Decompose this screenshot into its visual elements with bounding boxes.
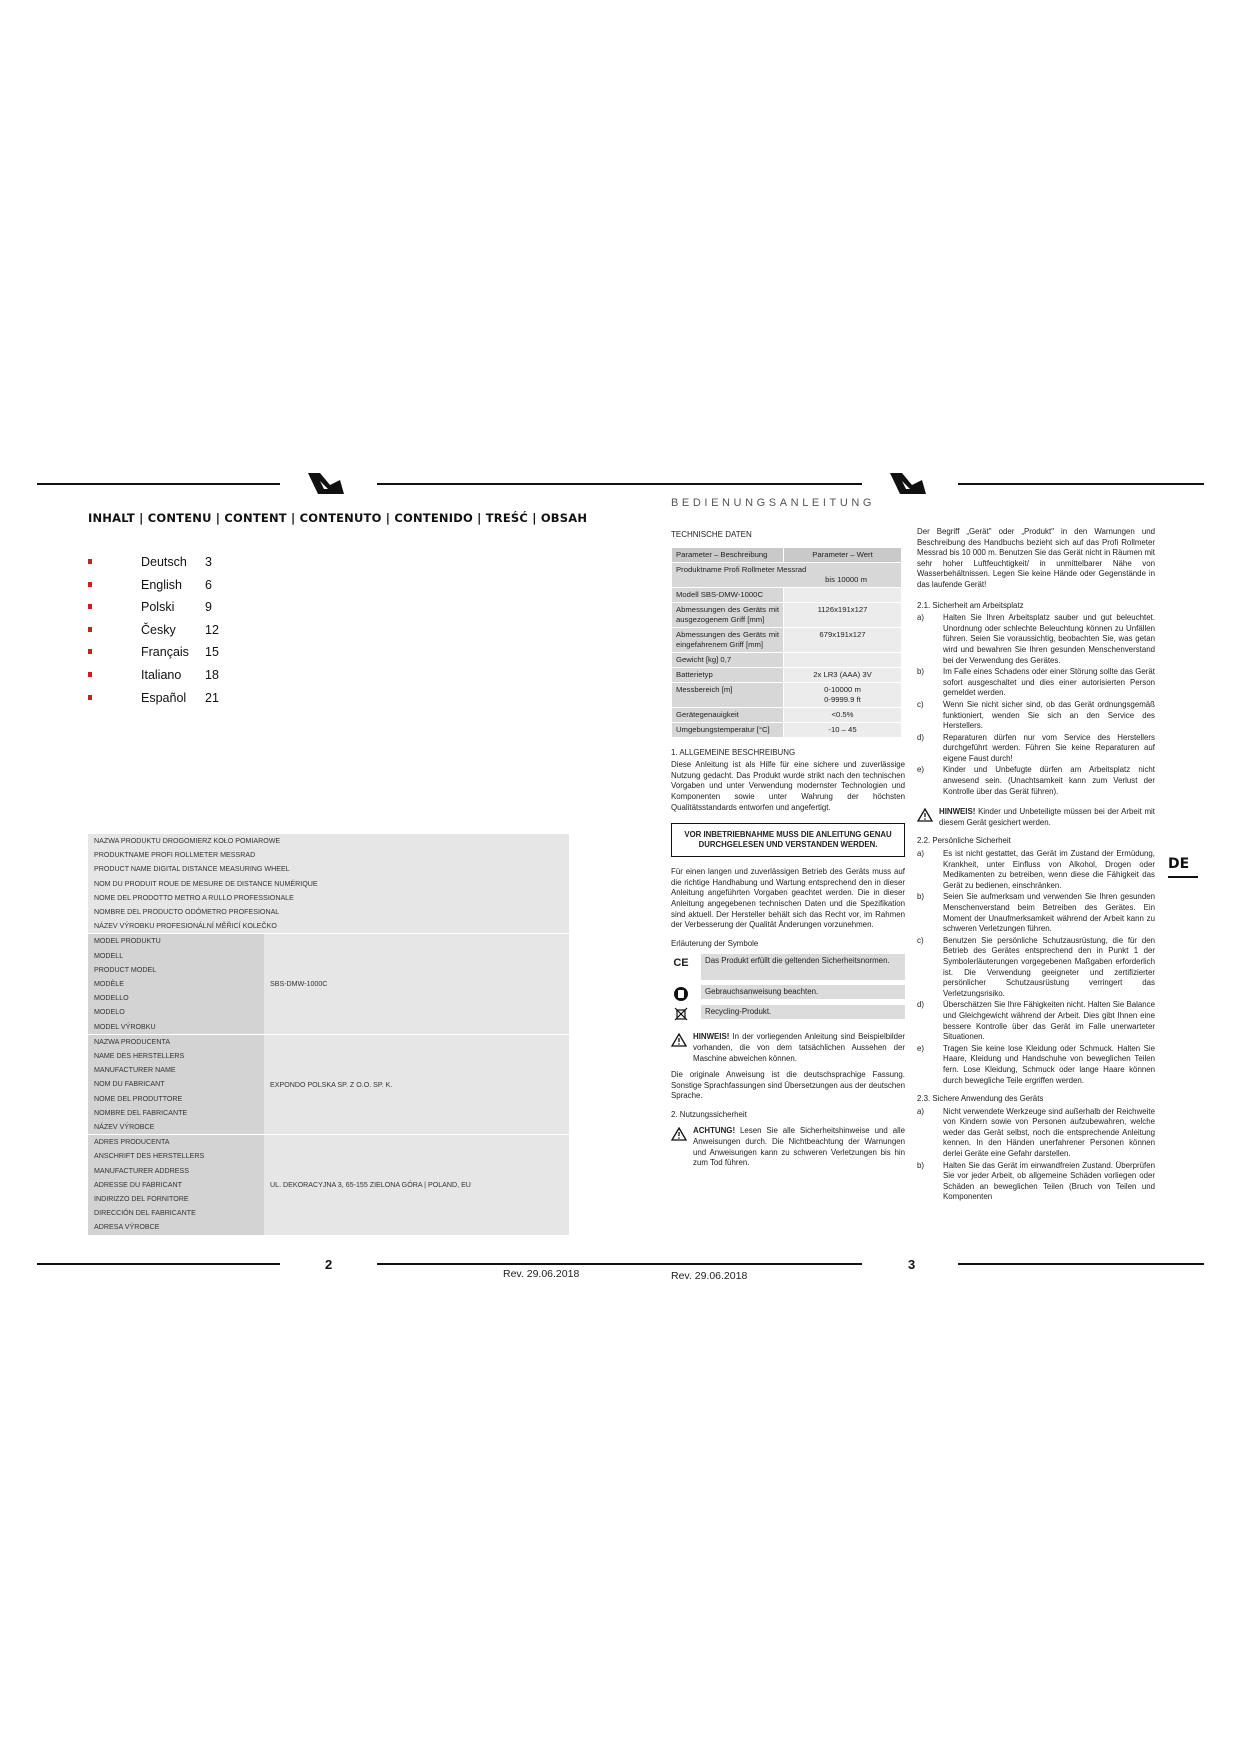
table-row: Parameter – Beschreibung Parameter – Wert [672, 547, 902, 562]
section-1-text-2: Für einen langen und zuverlässigen Betrieb des Geräts muss auf die richtige Handhabung und Wartung entsprechend den in dieser Anleitung angeführten Vorgaben geachtet werden. Die in dieser Anleitung angegebenen technischen Daten und die Spezifikation sind aktuell. Der Hersteller behält sich das Recht vor, im Rahmen der Verbesserung der Qualität Änderungen vorzunehmen. [671, 867, 905, 930]
brand-logo-icon [306, 470, 346, 498]
list-item: b) Halten Sie das Gerät im einwandfreien Zustand. Überprüfen Sie vor jeder Arbeit, ob allgemeine Schäden vorliegen oder Schäden an beweglichen Teilen (Bruch von Teilen und Komponenten [917, 1160, 1155, 1202]
brand-logo-icon [888, 470, 928, 498]
hinweis-note: HINWEIS! In der vorliegenden Anleitung sind Beispielbilder vorhanden, die von dem tatsächlichen Aussehen der Maschine abweichen können. [671, 1032, 905, 1064]
achtung-note: ACHTUNG! Lesen Sie alle Sicherheitshinweise und alle Anweisungen durch. Die Nichtbeachtung der Warnungen und Anweisungen kann zu schweren Verletzungen bis hin zum Tod führen. [671, 1126, 905, 1168]
left-header-rule-a [37, 483, 280, 485]
left-footer-rule-b [377, 1263, 862, 1265]
manufacturer-value: EXPONDO POLSKA SP. Z O.O. SP. K. [264, 1034, 569, 1134]
table-row: Abmessungen des Geräts mit eingefahrenem Griff [mm] 679x191x127 [672, 627, 902, 652]
symbol-row: CE Das Produkt erfüllt die geltenden Sicherheitsnormen. [671, 954, 905, 982]
warning-triangle-icon [917, 808, 933, 826]
bullet-icon [88, 604, 92, 609]
product-name-row: NAZWA PRODUKTU DROGOMIERZ KOŁO POMIAROWE PRODUKTNAME PROFI ROLLMETER MESSRAD PRODUCT NAME DIGITAL DISTANCE MEASURING WHEEL NOM DU PRODUIT ROUE DE MESURE DE DISTANCE NUMÉRIQUE NOME DEL PRODOTTO METRO A RULLO PROFESSIONALE NOMBRE DEL PRODUCTO ODÓMETRO PROFESIONAL NÁZEV VÝROBKU PROFESIONÁLNÍ MĚŘICÍ KOLEČKO [88, 834, 569, 934]
toc-item[interactable]: Español 21 [88, 691, 348, 714]
table-row: Gerätegenauigkeit <0.5% [672, 707, 902, 722]
table-row: Produktname Profi Rollmeter Messrad bis 10000 m [672, 562, 902, 587]
warning-triangle-icon [671, 1033, 687, 1051]
list-item: a) Es ist nicht gestattet, das Gerät im Zustand der Ermüdung, Krankheit, unter Einfluss von Alkohol, Drogen oder Medikamenten zu betreiben, wenn diese die Fähigkeit das Gerät zu bedienen, einschränken. [917, 849, 1155, 890]
hinweis-note-2: HINWEIS! Kinder und Unbeteiligte müssen bei der Arbeit mit diesem Gerät gesichert werden. [917, 807, 1155, 828]
ce-mark-icon: CE [673, 957, 689, 970]
symbol-row: Recycling-Produkt. [671, 1005, 905, 1022]
read-manual-icon [672, 986, 690, 1002]
list-item: d) Überschätzen Sie Ihre Fähigkeiten nicht. Halten Sie Balance und Gleichgewicht während der Arbeit. Dies gibt Ihnen eine bessere Kontrolle über das Gerät im Falle unerwarteter Situationen. [917, 1000, 1155, 1042]
table-row: Messbereich [m] 0-10000 m 0-9999.9 ft [672, 682, 902, 707]
table-row: Gewicht [kg] 0,7 [672, 652, 902, 667]
left-footer-rule-a [37, 1263, 280, 1265]
list-item: a) Nicht verwendete Werkzeuge sind außerhalb der Reichweite von Kindern sowie von Personen aufzubewahren, welche weder das Gerät selbst, noch die entsprechende Anleitung kennen. In den Händen unerfahrener Personen können derlei Geräte eine Gefahr darstellen. [917, 1106, 1155, 1159]
warning-triangle-icon [671, 1127, 687, 1145]
bullet-icon [88, 627, 92, 632]
bullet-icon [88, 559, 92, 564]
toc-item[interactable]: Français 15 [88, 645, 348, 668]
list-item: c) Benutzen Sie persönliche Schutzausrüstung, die für den Betrieb des Gerätes entsprechend den in Punkt 1 der Symbolerläuterungen vorgegebenen Maßgaben erforderlich ist. Die Verwendung geeigneter und zertifizierter persönlicher Schutzausrüstung verringert das Verletzungsrisiko. [917, 935, 1155, 998]
toc-item[interactable]: Polski 9 [88, 600, 348, 623]
list-item: e) Kinder und Unbefugte dürfen am Arbeitsplatz nicht anwesend sein. (Unachtsamkeit kann zum Verlust der Kontrolle über das Gerät führen). [917, 765, 1155, 796]
symbol-row: Gebrauchsanweisung beachten. [671, 985, 905, 1002]
toc-title: INHALT | CONTENU | CONTENT | CONTENUTO | CONTENIDO | TREŚĆ | OBSAH [88, 511, 588, 525]
model-row: MODEL PRODUKTU MODELL PRODUCT MODEL MODÈLE MODELLO MODELO MODEL VÝROBKU SBS-DMW-1000C [88, 934, 569, 1034]
toc-item[interactable]: Deutsch 3 [88, 555, 348, 578]
left-revision: Rev. 29.06.2018 [503, 1268, 580, 1280]
table-row: Modell SBS-DMW-1000C [672, 587, 902, 602]
right-footer-rule [958, 1263, 1204, 1265]
language-tab-de[interactable]: DE [1168, 856, 1190, 872]
symbols-title: Erläuterung der Symbole [671, 938, 759, 948]
right-column-1 [671, 530, 905, 1175]
bullet-icon [88, 582, 92, 587]
model-value: SBS-DMW-1000C [264, 934, 569, 1034]
right-page-number: 3 [908, 1257, 916, 1272]
recycling-bin-icon [672, 1006, 690, 1022]
intro-text: Der Begriff „Gerät" oder „Produkt" in den Warnungen und Beschreibung des Handbuchs bezieht sich auf das Profi Rollmeter Messrad bis 10 000 m. Benutzen Sie das Gerät nicht in Räumen mit sehr hoher Luftfeuchtigkeit/ in unmittelbarer Nähe von Wasserbehältnissen. Legen Sie keine Hände oder Gegenstände in das laufende Gerät! [917, 527, 1155, 589]
list-item: d) Reparaturen dürfen nur vom Service des Herstellers durchgeführt werden. Führen Sie keine Reparaturen auf eigene Faust durch! [917, 732, 1155, 763]
section-2-1-title: 2.1. Sicherheit am Arbeitsplatz [917, 600, 1024, 610]
product-info-table [88, 834, 569, 1235]
tech-data-table [671, 547, 902, 738]
list-item: b) Seien Sie aufmerksam und verwenden Sie Ihren gesunden Menschenverstand beim Betreiben des Gerätes. Ein Moment der Unaufmerksamkeit während der Arbeit kann zu schweren Verletzungen führen. [917, 892, 1155, 934]
right-column-2 [917, 527, 1155, 1204]
bullet-icon [88, 672, 92, 677]
right-revision: Rev. 29.06.2018 [671, 1270, 748, 1282]
section-2-2-title: 2.2. Persönliche Sicherheit [917, 836, 1011, 846]
section-1-title: 1. ALLGEMEINE BESCHREIBUNG [671, 747, 796, 757]
left-header-rule-b [377, 483, 862, 485]
original-language-text: Die originale Anweisung ist die deutschsprachige Fassung. Sonstige Sprachfassungen sind Übersetzungen aus der deutschen Sprache. [671, 1070, 905, 1101]
list-item: c) Wenn Sie nicht sicher sind, ob das Gerät ordnungsgemäß funktioniert, wenden Sie sich an den Service des Herstellers. [917, 699, 1155, 731]
bullet-icon [88, 695, 92, 700]
table-row: Batterietyp 2x LR3 (AAA) 3V [672, 667, 902, 682]
section-1-text: Diese Anleitung ist als Hilfe für eine sichere und zuverlässige Nutzung gedacht. Das Produkt wurde strikt nach den technischen Vorgaben und unter Verwendung modernster Technologien und Komponenten sowie unter Wahrung der höchsten Qualitätsstandards entworfen und angefertigt. [671, 760, 905, 812]
tech-data-title: TECHNISCHE DATEN [671, 530, 752, 539]
toc-item[interactable]: English 6 [88, 578, 348, 601]
list-item: e) Tragen Sie keine lose Kleidung oder Schmuck. Halten Sie Haare, Kleidung und Handschuhe von beweglichen Teilen fern. Lose Kleidung, Schmuck oder lange Haare können durch bewegliche Teile ergriffen werden. [917, 1043, 1155, 1085]
manual-title: BEDIENUNGSANLEITUNG [671, 497, 876, 509]
table-row: Abmessungen des Geräts mit ausgezogenem Griff [mm] 1126x191x127 [672, 602, 902, 627]
list-item: b) Im Falle eines Schadens oder einer Störung sollte das Gerät sofort ausgeschaltet und dies einer autorisierten Person gemeldet werden. [917, 667, 1155, 698]
table-of-contents [88, 555, 348, 713]
address-row: ADRES PRODUCENTA ANSCHRIFT DES HERSTELLERS MANUFACTURER ADDRESS ADRESSE DU FABRICANT INDIRIZZO DEL FORNITORE DIRECCIÓN DEL FABRICANTE ADRESA VÝROBCE UL. DEKORACYJNA 3, 65-155 ZIELONA GÓRA | POLAND, EU [88, 1135, 569, 1235]
toc-item[interactable]: Česky 12 [88, 623, 348, 646]
warning-box: VOR INBETRIEBNAHME MUSS DIE ANLEITUNG GENAU DURCHGELESEN UND VERSTANDEN WERDEN. [671, 823, 905, 857]
address-value: UL. DEKORACYJNA 3, 65-155 ZIELONA GÓRA | POLAND, EU [264, 1135, 569, 1235]
list-item: a) Halten Sie Ihren Arbeitsplatz sauber und gut beleuchtet. Unordnung oder schlechte Beleuchtung können zu Unfällen führen. Seien Sie voraussichtig, beobachten Sie, was getan wird und bewahren Sie Ihren gesunden Menschenverstand bei der Verwendung des Gerätes. [917, 613, 1155, 665]
language-tab-underline [1168, 876, 1198, 878]
table-row: Umgebungstemperatur [°C] -10 – 45 [672, 722, 902, 737]
section-2-3-title: 2.3. Sichere Anwendung des Geräts [917, 1094, 1044, 1104]
left-page-number: 2 [325, 1257, 333, 1272]
section-2-title: 2. Nutzungssicherheit [671, 1109, 747, 1119]
bullet-icon [88, 649, 92, 654]
toc-item[interactable]: Italiano 18 [88, 668, 348, 691]
right-header-rule [958, 483, 1204, 485]
manufacturer-row: NAZWA PRODUCENTA NAME DES HERSTELLERS MANUFACTURER NAME NOM DU FABRICANT NOME DEL PRODUTTORE NOMBRE DEL FABRICANTE NÁZEV VÝROBCE EXPONDO POLSKA SP. Z O.O. SP. K. [88, 1034, 569, 1134]
